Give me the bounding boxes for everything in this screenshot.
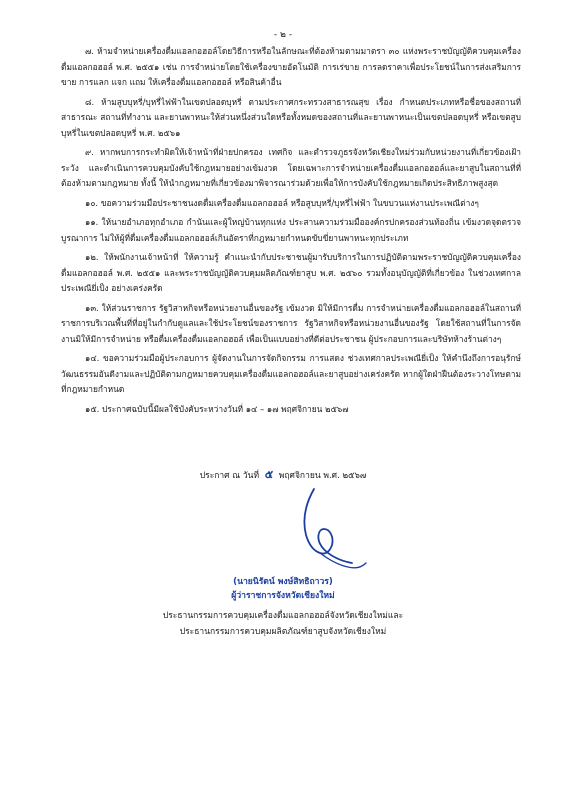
handwritten-day: ๕ bbox=[264, 468, 274, 481]
paragraph-12: ๑๒. ให้พนักงานเจ้าหน้าที่ ให้ความรู้ คำแนะนำกับประชาชนผู้มารับบริการในการปฏิบัติตามพระราชบัญญัติควบคุมเครื่องดื่มแอลกอฮอล์ พ.ศ. ๒๕๕๑ และพระราชบัญญัติควบคุมผลิตภัณฑ์ยาสูบ พ.ศ. ๒๕๖๐ รวมทั้งอนุบัญญัติที่เกี่ยวข้อง ในช่วงเทศกาลประเพณียี่เป็ง อย่างเคร่งครัด bbox=[61, 252, 521, 293]
paragraph-10: ๑๐. ขอความร่วมมือประชาชนงดดื่มเครื่องดื่มแอลกอฮอล์ หรือสูบบุหรี่/บุหรี่ไฟฟ้า ในขบวนแห่งานประเพณีต่างๆ bbox=[85, 197, 479, 208]
document-body bbox=[61, 44, 521, 421]
signer-chair-line-2: ประธานกรรมการควบคุมผลิตภัณฑ์ยาสูบจังหวัดเชียงใหม่ bbox=[179, 627, 387, 637]
signer-chair-line-1: ประธานกรรมการควบคุมเครื่องดื่มแอลกอฮอล์จังหวัดเชียงใหม่และ bbox=[162, 611, 404, 621]
paragraph-13: ๑๓. ให้ส่วนราชการ รัฐวิสาหกิจหรือหน่วยงานอื่นของรัฐ เข้มงวด มิให้มีการดื่ม การจำหน่ายเครื่องดื่มแอลกอฮอล์ในสถานที่ราชการบริเวณพื้นที่ที่อยู่ในกำกับดูแลและใช้ประโยชน์ของราชการ รัฐวิสาหกิจหรือหน่วยงานอื่นของรัฐ โดยใช้สถานที่ในการจัดงานมิให้มีการจำหน่าย หรือดื่มเครื่องดื่มแอลกอฮอล์ เพื่อเป็นแบบอย่างที่ดีต่อประชาชน ผู้ประกอบการและบริษัทห้างร้านต่างๆ bbox=[61, 302, 521, 344]
signature-image bbox=[300, 485, 370, 575]
paragraph-8: ๘. ห้ามสูบบุหรี่/บุหรี่ไฟฟ้าในเขตปลอดบุหรี่ ตามประกาศกระทรวงสาธารณสุข เรื่อง กำหนดประเภทหรือชื่อของสถานที่สาธารณะ สถานที่ทำงาน และยานพาหนะให้ส่วนหนึ่งส่วนใดหรือทั้งหมดของสถานที่และยานพาหนะเป็นเขตปลอดบุหรี่ หรือเขตสูบบุหรี่ในเขตปลอดบุหรี่ พ.ศ. ๒๕๖๑ bbox=[61, 96, 521, 138]
signer-name: (นายนิรัตน์ พงษ์สิทธิถาวร) bbox=[233, 577, 333, 587]
signer-position: ผู้ว่าราชการจังหวัดเชียงใหม่ bbox=[231, 591, 335, 601]
announcement-date: ประกาศ ณ วันที่ ๕ พฤศจิกายน พ.ศ. ๒๕๖๗ bbox=[199, 468, 367, 481]
page-number: - ๒ - bbox=[273, 30, 293, 40]
paragraph-7: ๗. ห้ามจำหน่ายเครื่องดื่มแอลกอฮอล์โดยวิธีการหรือในลักษณะที่ต้องห้ามตามมาตรา ๓๐ แห่งพระราชบัญญัติควบคุมเครื่องดื่มแอลกอฮอล์ พ.ศ. ๒๕๕๑ เช่น การจำหน่ายโดยใช้เครื่องขายอัตโนมัติ การเร่ขาย การลดราคาเพื่อประโยชน์ในการส่งเสริมการขาย การแลก แจก แถม ให้เครื่องดื่มแอลกอฮอล์ หรือสินค้าอื่น bbox=[61, 46, 521, 87]
paragraph-11: ๑๑. ให้นายอำเภอทุกอำเภอ กำนันและผู้ใหญ่บ้านทุกแห่ง ประสานความร่วมมือองค์กรปกครองส่วนท้องถิ่น เข้มงวดจุดตรวจบูรณาการ ไม่ให้ผู้ที่ดื่มเครื่องดื่มแอลกอฮอล์เกินอัตราที่กฎหมายกำหนดขับขี่ยานพาหนะทุกประเภท bbox=[61, 217, 521, 243]
paragraph-15: ๑๕. ประกาศฉบับนี้มีผลใช้บังคับระหว่างวันที่ ๑๔ – ๑๗ พฤศจิกายน ๒๕๖๗ bbox=[85, 403, 349, 414]
paragraph-14: ๑๔. ขอความร่วมมือผู้ประกอบการ ผู้จัดงานในการจัดกิจกรรม การแสดง ช่วงเทศกาลประเพณียี่เป็ง ให้คำนึงถึงการอนุรักษ์วัฒนธรรมอันดีงามและปฏิบัติตามกฎหมายควบคุมเครื่องดื่มแอลกอฮอล์และยาสูบอย่างเคร่งครัด หากผู้ใดฝ่าฝืนต้องระวางโทษตามที่กฎหมายกำหนด bbox=[61, 353, 521, 394]
paragraph-9: ๙. หากพบการกระทำผิดให้เจ้าหน้าที่ฝ่ายปกครอง เทศกิจ และตำรวจภูธรจังหวัดเชียงใหม่ร่วมกับหน่วยงานที่เกี่ยวข้องเฝ้าระวัง และดำเนินการควบคุมบังคับใช้กฎหมายอย่างเข้มงวด โดยเฉพาะการจำหน่ายเครื่องดื่มแอลกอฮอล์และยาสูบในสถานที่ที่ต้องห้ามตามกฎหมาย ทั้งนี้ ให้นำกฎหมายที่เกี่ยวข้องมาพิจารณาร่วมด้วยเพื่อให้การบังคับใช้กฎหมายเกิดประสิทธิภาพสูงสุด bbox=[61, 147, 521, 188]
